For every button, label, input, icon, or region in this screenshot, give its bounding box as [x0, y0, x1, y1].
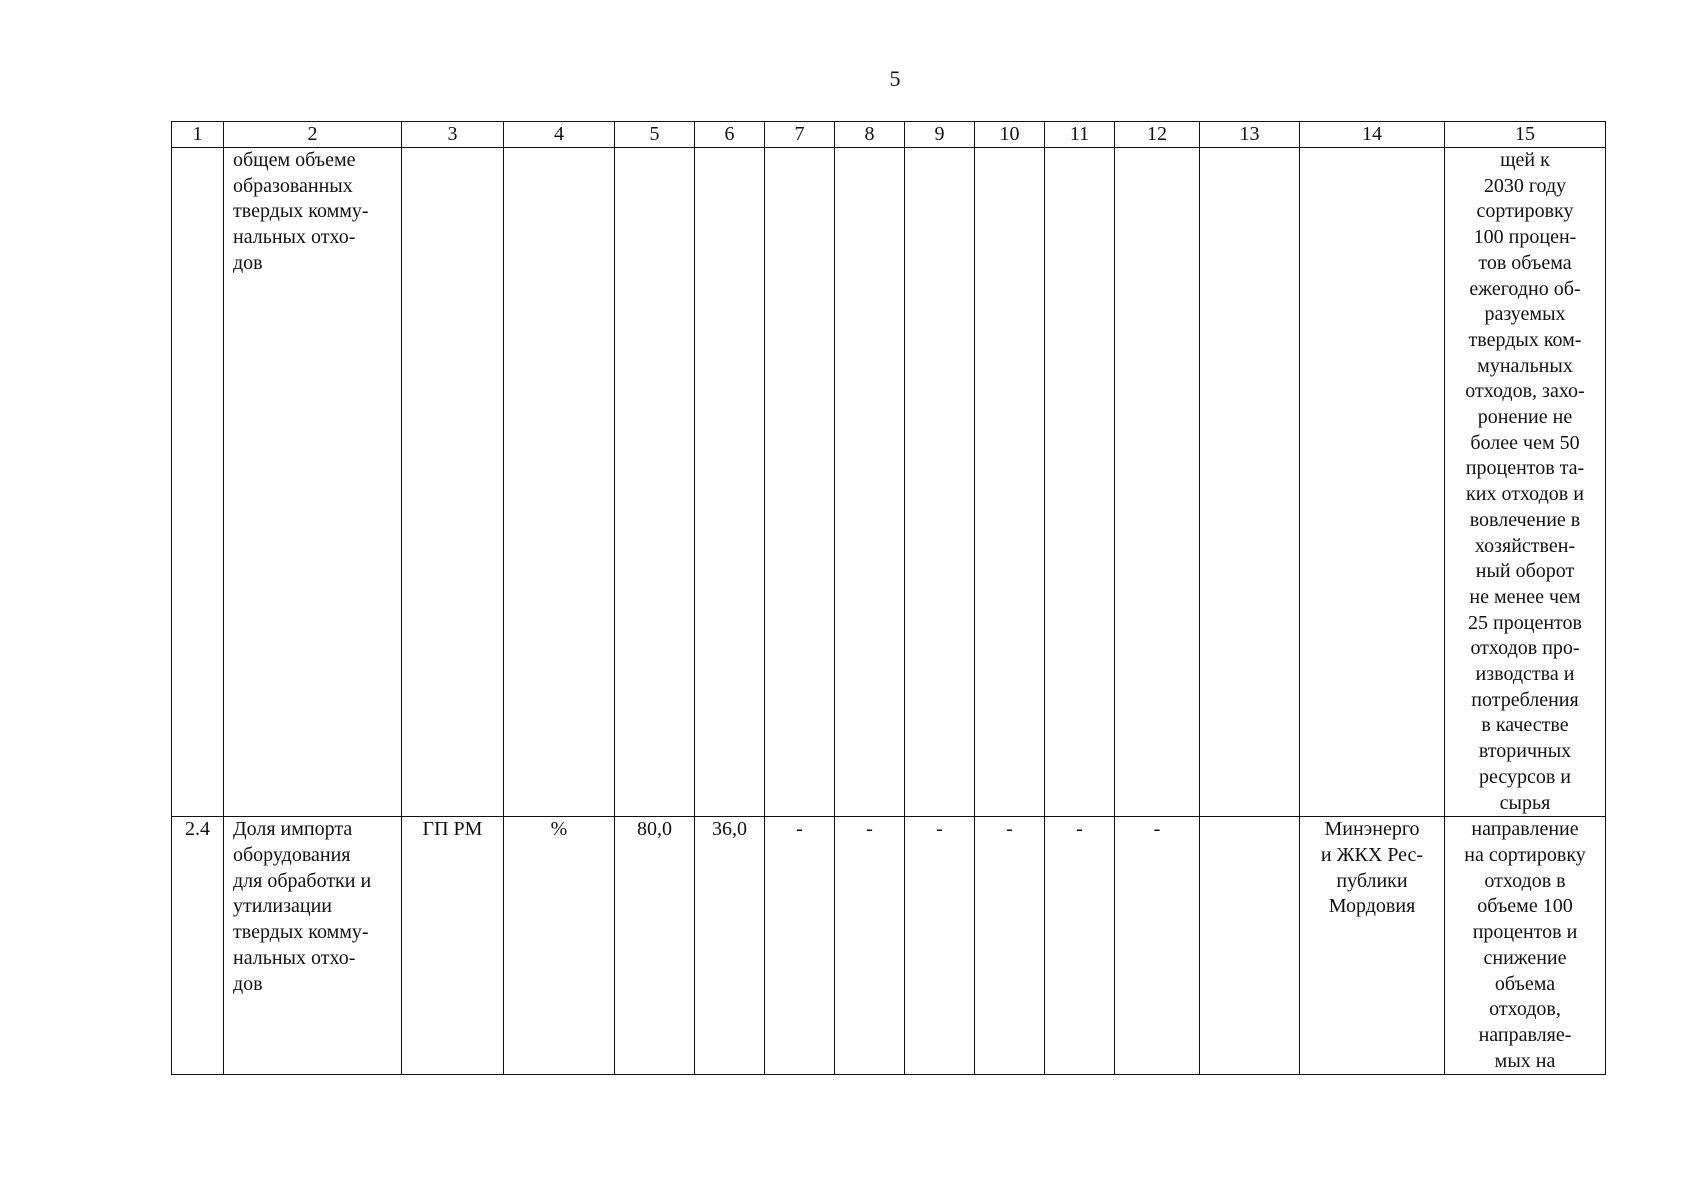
- value-cell: 36,0: [695, 817, 765, 1075]
- responsible-cell: Минэнерго и ЖКХ Рес- публики Мордовия: [1300, 817, 1445, 1075]
- table-row: [172, 817, 1606, 1075]
- data-table: [171, 121, 1606, 1075]
- table-cell: [1200, 148, 1300, 817]
- table-cell: [615, 148, 695, 817]
- result-description-cell: щей к 2030 году сортировку 100 процен- тов объема ежегодно об- разуемых твердых ком- мунальных отходов, захо- ронение не более чем 50 процентов та- ких отходов и вовлечение в хозяйствен- ный оборот не менее чем 25 процентов отходов про- изводства и потребления в качестве вторичных ресурсов и сырья: [1445, 148, 1606, 817]
- page-number: 5: [889, 66, 901, 91]
- indicator-name-cell: общем объеме образованных твердых комму- нальных отхо- дов: [224, 148, 402, 817]
- table-row: [172, 148, 1606, 817]
- indicator-name-cell: Доля импорта оборудования для обработки и утилизации твердых комму- нальных отхо- дов: [224, 817, 402, 1075]
- header-cell: 10: [975, 122, 1045, 148]
- table-cell: [402, 148, 504, 817]
- header-cell: 11: [1045, 122, 1115, 148]
- responsible-cell: [1300, 148, 1445, 817]
- header-cell: 4: [504, 122, 615, 148]
- value-cell: -: [835, 817, 905, 1075]
- result-description-cell: направление на сортировку отходов в объеме 100 процентов и снижение объема отходов, направляе- мых на: [1445, 817, 1606, 1075]
- unit-cell: %: [504, 817, 615, 1075]
- header-cell: 3: [402, 122, 504, 148]
- table-cell: [695, 148, 765, 817]
- table-cell: [504, 148, 615, 817]
- value-cell: 80,0: [615, 817, 695, 1075]
- header-cell: 1: [172, 122, 224, 148]
- table-header-row: [172, 122, 1606, 148]
- row-number-cell: [172, 148, 224, 817]
- value-cell: -: [905, 817, 975, 1075]
- header-cell: 13: [1200, 122, 1300, 148]
- table-cell: [1115, 148, 1200, 817]
- header-cell: 7: [765, 122, 835, 148]
- header-cell: 14: [1300, 122, 1445, 148]
- row-number-cell: 2.4: [172, 817, 224, 1075]
- value-cell: -: [1115, 817, 1200, 1075]
- header-cell: 9: [905, 122, 975, 148]
- source-cell: ГП РМ: [402, 817, 504, 1075]
- table-cell: [1200, 817, 1300, 1075]
- header-cell: 15: [1445, 122, 1606, 148]
- table-cell: [835, 148, 905, 817]
- header-cell: 12: [1115, 122, 1200, 148]
- table-cell: [905, 148, 975, 817]
- header-cell: 8: [835, 122, 905, 148]
- value-cell: -: [975, 817, 1045, 1075]
- header-cell: 6: [695, 122, 765, 148]
- header-cell: 5: [615, 122, 695, 148]
- table-cell: [975, 148, 1045, 817]
- value-cell: -: [765, 817, 835, 1075]
- table-cell: [1045, 148, 1115, 817]
- header-cell: 2: [224, 122, 402, 148]
- table-cell: [765, 148, 835, 817]
- value-cell: -: [1045, 817, 1115, 1075]
